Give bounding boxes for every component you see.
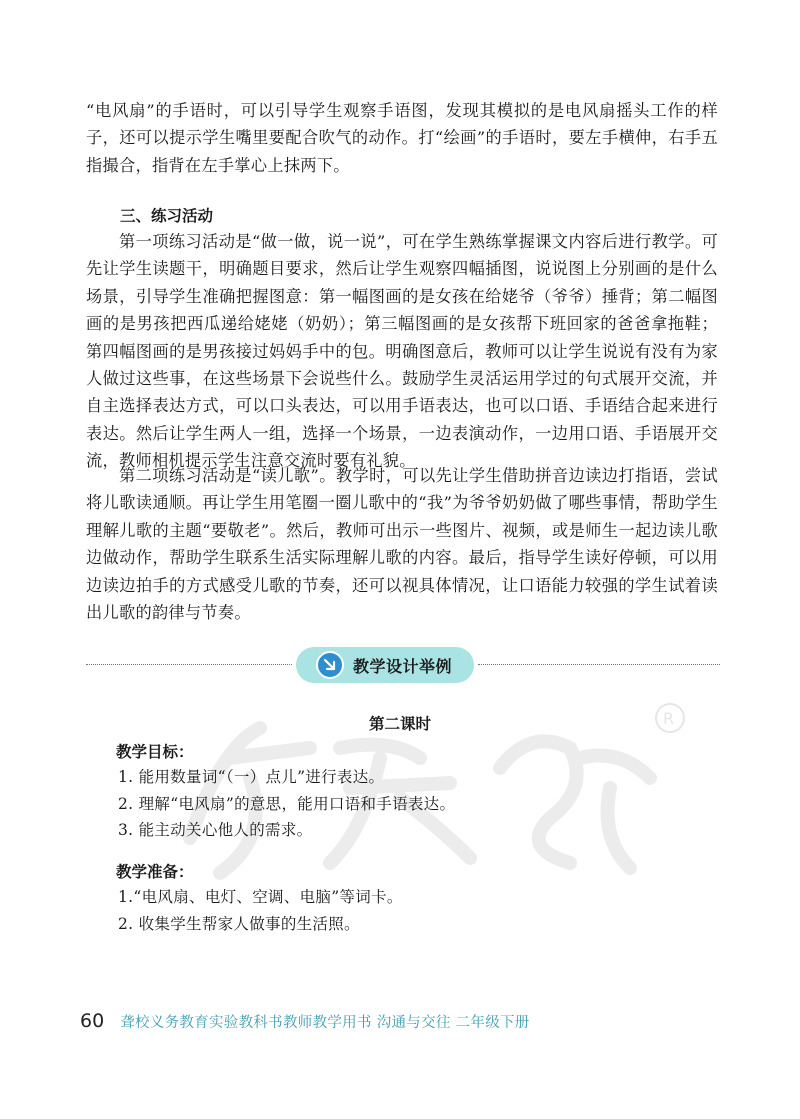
svg-text:R: R [663,709,675,728]
list-item: 3. 能主动关心他人的需求。 [118,821,313,839]
book-title: 聋校义务教育实验教科书教师教学用书 沟通与交往 二年级下册 [120,1015,530,1031]
divider-right [478,664,720,665]
list-item: 2. 收集学生帮家人做事的生活照。 [118,914,360,933]
page-number: 60 [80,1010,105,1032]
divider-left [86,664,292,665]
activity-heading: 三、练习活动 [120,207,214,225]
prep-list [118,884,403,937]
prep-label: 教学准备： [116,863,194,881]
intro-paragraph: “电风扇”的手语时，可以引导学生观察手语图，发现其模拟的是电风扇摇头工作的样子，还可以提示学生嘴里要配合吹气的动作。打“绘画”的手语时，要左手横伸，右手五指撮合，指背在左手掌心上抹两下。 [86,101,718,175]
goals-list [118,764,455,844]
banner-label: 教学设计举例 [353,656,453,676]
goals-label: 教学目标： [116,743,194,761]
list-item: 1. 能用数量词“（一）点儿”进行表达。 [118,768,385,786]
list-item: 1.“电风扇、电灯、空调、电脑”等词卡。 [118,888,403,906]
list-item: 2. 理解“电风扇”的意思，能用口语和手语表达。 [118,794,456,813]
activity-paragraph-1: 第一项练习活动是“做一做，说一说”，可在学生熟练掌握课文内容后进行教学。可先让学生读题干，明确题目要求，然后让学生观察四幅插图，说说图上分别画的是什么场景，引导学生准确把握图意：第一幅图画的是女孩在给姥爷（爷爷）捶背；第二幅图画的是男孩把西瓜递给姥姥（奶奶）；第三幅图画的是女孩帮下班回家的爸爸拿拖鞋；第四幅图画的是男孩接过妈妈手中的包。明确图意后，教师可以让学生说说有没有为家人做过这些事，在这些场景下会说些什么。鼓励学生灵活运用学过的句式展开交流，并自主选择表达方式，可以口头表达，可以用手语表达，也可以口语、手语结合起来进行表达。然后让学生两人一组，选择一个场景，一边表演动作，一边用口语、手语展开交流，教师相机提示学生注意交流时要有礼貌。 [86,232,718,471]
teaching-design-banner [296,647,474,683]
page-footer [80,1010,530,1032]
arrow-down-right-icon [316,651,344,679]
activity-paragraph-2: 第二项练习活动是“读儿歌”。教学时，可以先让学生借助拼音边读边打指语，尝试将儿歌读通顺。再让学生用笔圈一圈儿歌中的“我”为爷爷奶奶做了哪些事情，帮助学生理解儿歌的主题“要敬老”。然后，教师可出示一些图片、视频，或是师生一起边读儿歌边做动作，帮助学生联系生活实际理解儿歌的内容。最后，指导学生读好停顿，可以用边读边拍手的方式感受儿歌的节奏，还可以视具体情况，让口语能力较强的学生试着读出儿歌的韵律与节奏。 [86,466,718,623]
lesson-title: 第二课时 [368,715,431,733]
